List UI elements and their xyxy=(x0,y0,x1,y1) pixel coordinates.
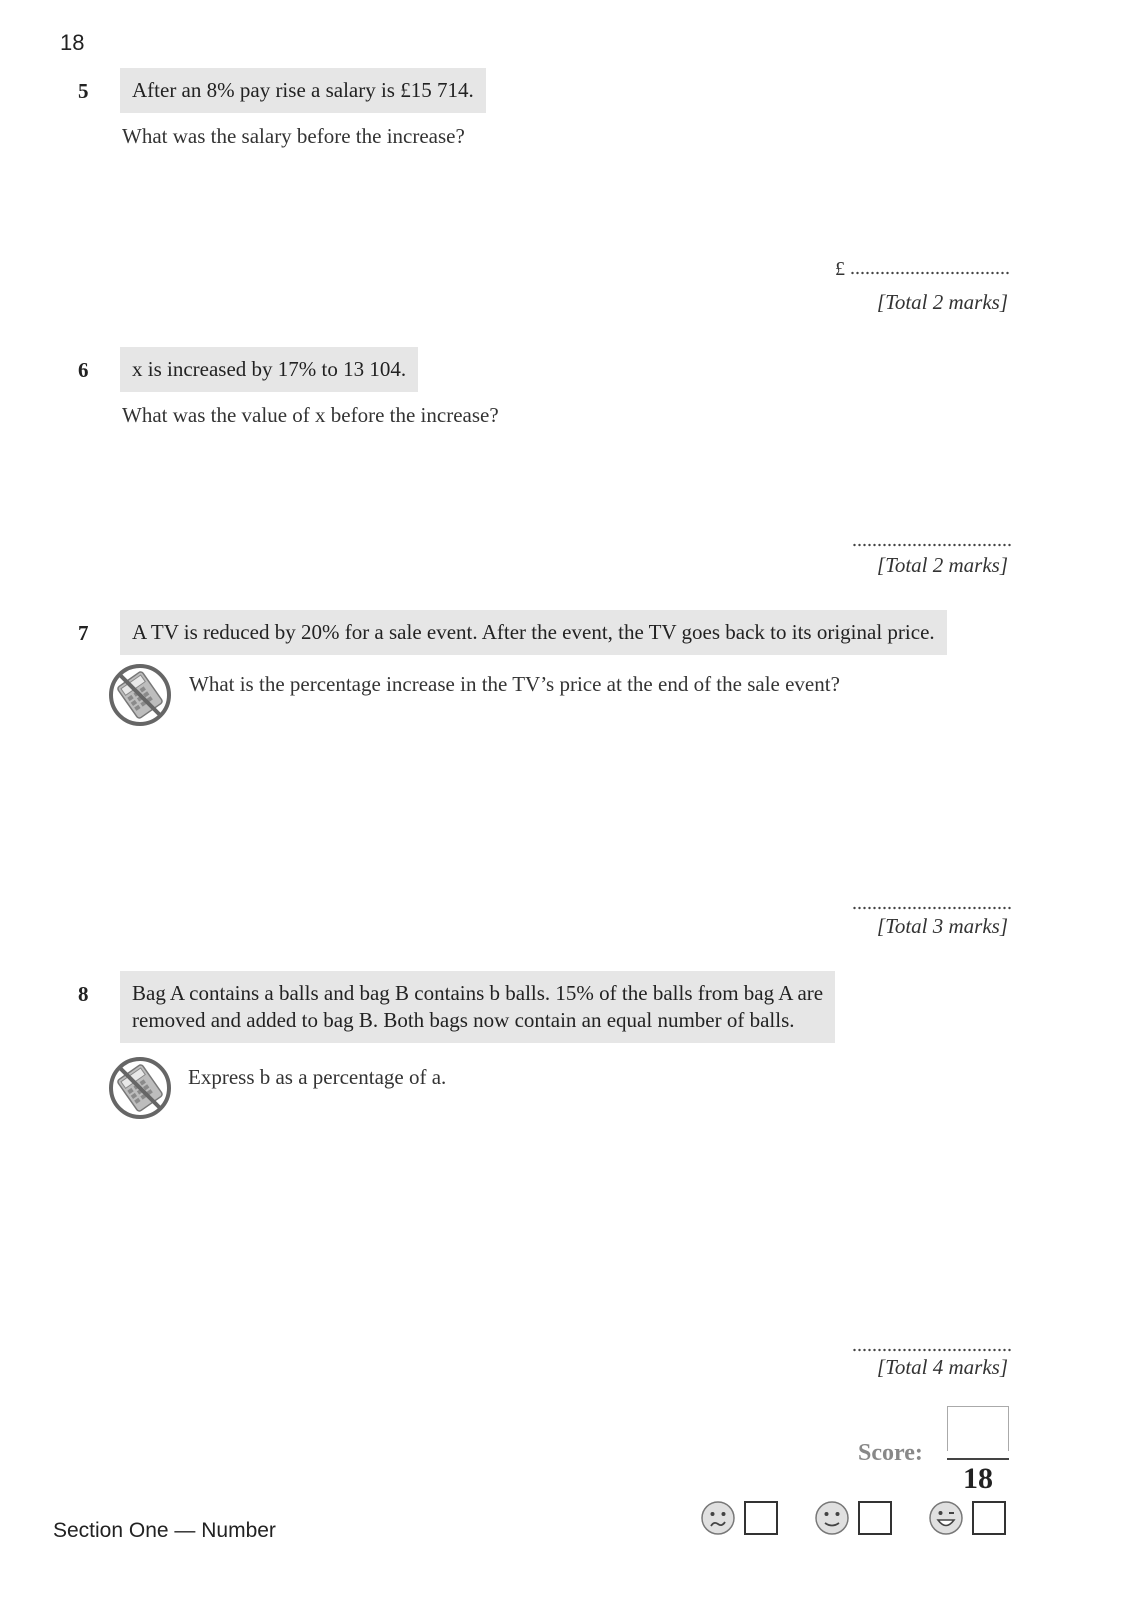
question-8-statement-line-1: Bag A contains a balls and bag B contains b balls. 15% of the balls from bag A are xyxy=(132,981,824,1005)
sad-face-icon xyxy=(700,1500,736,1536)
answer-dotted-line[interactable] xyxy=(852,1348,1012,1352)
score-label: Score: xyxy=(858,1440,923,1466)
question-8-prompt: Express b as a percentage of a. xyxy=(188,1065,447,1089)
confidence-box-low[interactable] xyxy=(744,1501,778,1535)
question-7-number: 7 xyxy=(78,621,89,645)
score-fraction-line xyxy=(947,1458,1009,1460)
question-5-answer-line[interactable] xyxy=(835,258,1010,281)
question-7-statement-line: A TV is reduced by 20% for a sale event. After the event, the TV goes back to its original price. xyxy=(132,620,935,644)
question-7-answer-line[interactable] xyxy=(852,893,1012,916)
question-8-statement xyxy=(120,971,835,1043)
question-7-marks: [Total 3 marks] xyxy=(876,914,1008,938)
confidence-box-medium[interactable] xyxy=(858,1501,892,1535)
page-number: 18 xyxy=(60,30,85,55)
answer-dotted-line[interactable] xyxy=(852,906,1012,910)
question-5-prompt: What was the salary before the increase? xyxy=(122,124,465,148)
currency-symbol: £ xyxy=(835,258,845,280)
question-5-marks: [Total 2 marks] xyxy=(876,290,1008,314)
question-7-statement xyxy=(120,610,947,655)
question-5-number: 5 xyxy=(78,79,89,103)
score-input-box[interactable] xyxy=(947,1406,1009,1451)
question-6-number: 6 xyxy=(78,358,89,382)
no-calculator-icon xyxy=(107,1055,173,1121)
answer-dotted-line[interactable] xyxy=(850,271,1010,275)
question-5-statement xyxy=(120,68,486,113)
question-6-prompt: What was the value of x before the increase? xyxy=(122,403,499,427)
score-total: 18 xyxy=(963,1462,993,1495)
no-calculator-icon xyxy=(107,662,173,728)
question-8-statement-line-2: removed and added to bag B. Both bags now contain an equal number of balls. xyxy=(132,1008,795,1032)
neutral-face-icon xyxy=(814,1500,850,1536)
question-8-marks: [Total 4 marks] xyxy=(876,1355,1008,1379)
confidence-box-high[interactable] xyxy=(972,1501,1006,1535)
answer-dotted-line[interactable] xyxy=(852,543,1012,547)
question-6-statement xyxy=(120,347,418,392)
question-7-prompt: What is the percentage increase in the TV’s price at the end of the sale event? xyxy=(189,672,840,696)
question-6-answer-line[interactable] xyxy=(852,530,1012,553)
question-6-statement-line: x is increased by 17% to 13 104. xyxy=(132,357,407,381)
question-6-marks: [Total 2 marks] xyxy=(876,553,1008,577)
question-5-statement-line: After an 8% pay rise a salary is £15 714. xyxy=(132,78,474,102)
question-8-number: 8 xyxy=(78,982,89,1006)
happy-face-icon xyxy=(928,1500,964,1536)
section-footer: Section One — Number xyxy=(53,1519,276,1542)
